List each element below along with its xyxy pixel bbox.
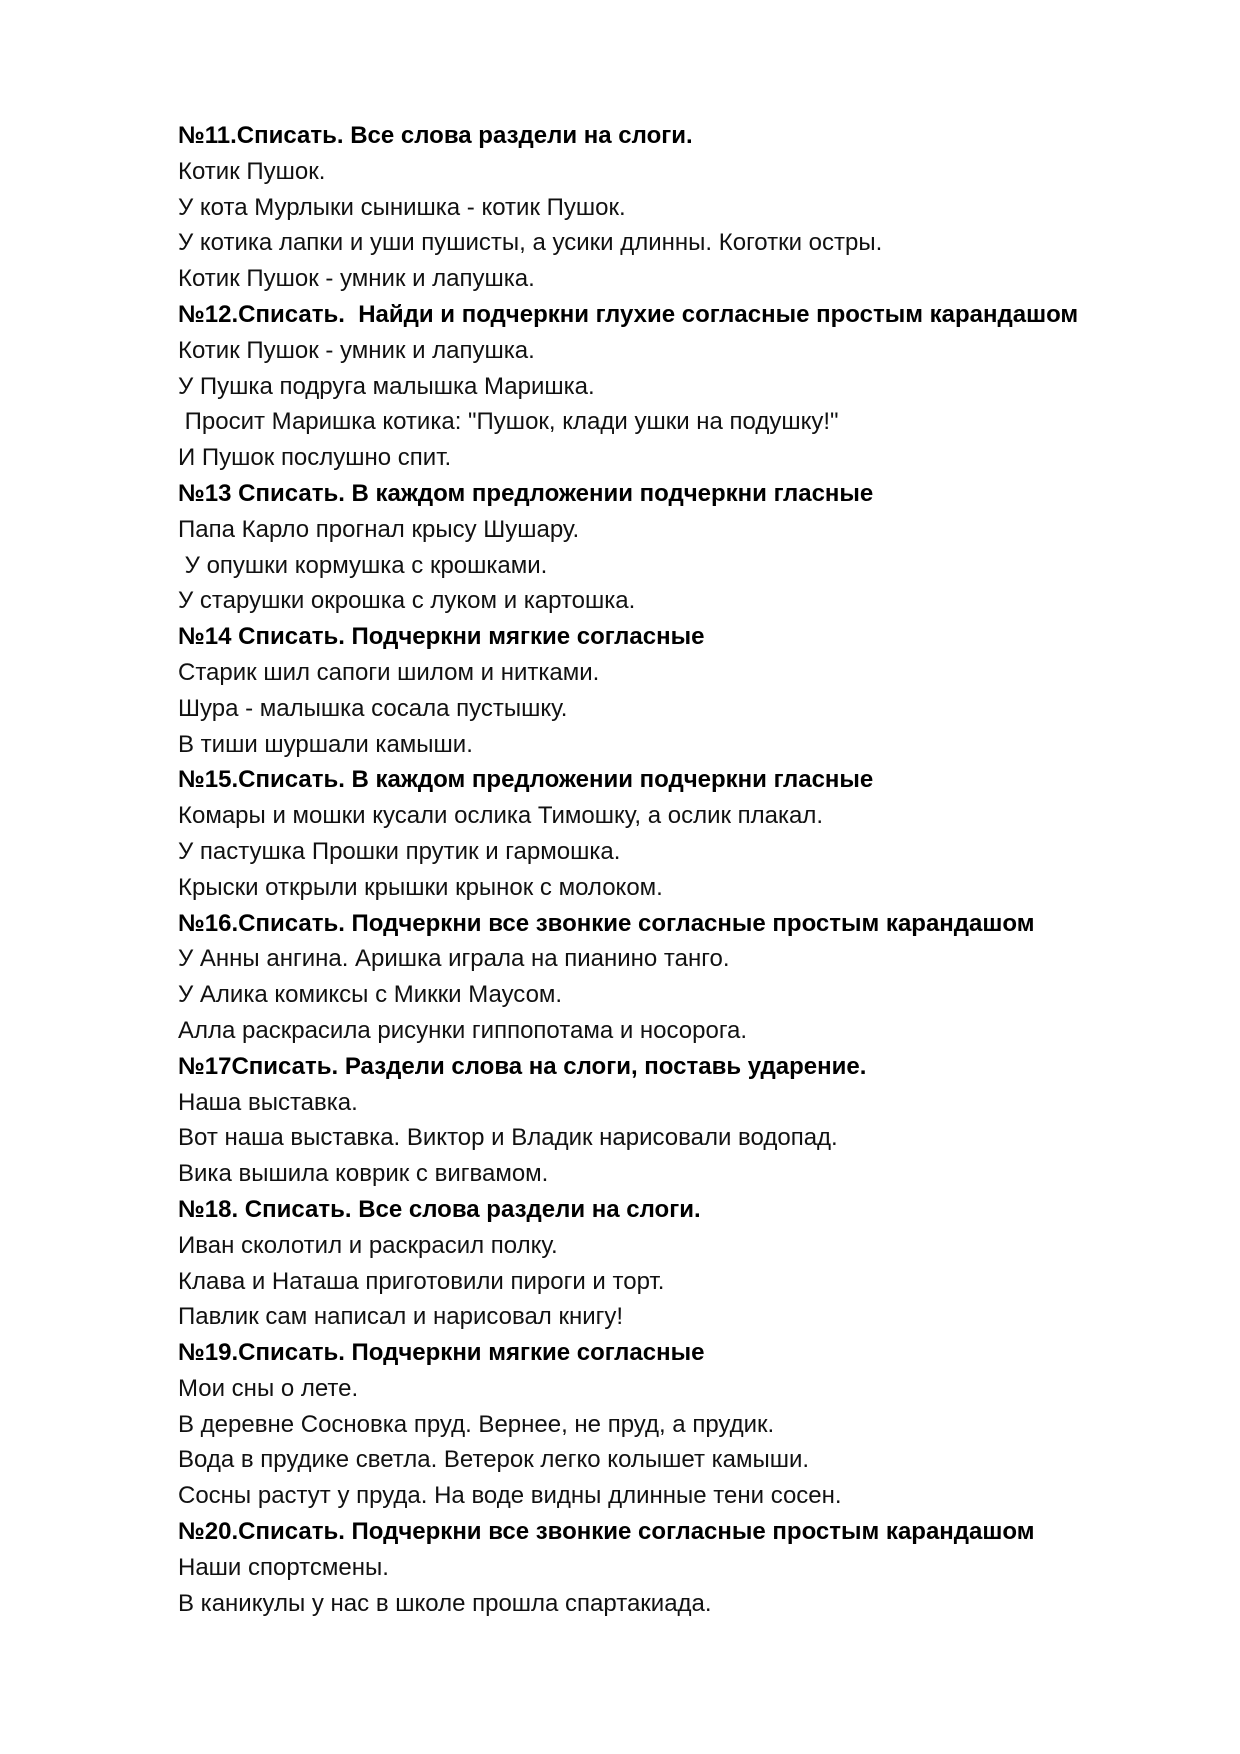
exercise-18 xyxy=(178,1192,1218,1335)
exercise-heading: №15.Списать. В каждом предложении подчеркни гласные xyxy=(178,766,874,794)
text-line: У пастушка Прошки прутик и гармошка. xyxy=(178,837,621,865)
exercise-16 xyxy=(178,906,1218,1049)
text-line: Клава и Наташа приготовили пироги и торт. xyxy=(178,1267,665,1295)
text-line: Павлик сам написал и нарисовал книгу! xyxy=(178,1303,624,1331)
exercise-15 xyxy=(178,762,1218,905)
text-line: У котика лапки и уши пушисты, а усики длинны. Коготки остры. xyxy=(178,229,883,257)
document-body xyxy=(178,118,1218,1621)
text-line: Котик Пушок - умник и лапушка. xyxy=(178,336,535,364)
exercise-heading: №13 Списать. В каждом предложении подчеркни гласные xyxy=(178,479,874,507)
exercise-17 xyxy=(178,1049,1218,1192)
exercise-heading: №17Списать. Раздели слова на слоги, поставь ударение. xyxy=(178,1052,867,1080)
exercise-20 xyxy=(178,1514,1218,1621)
text-line: И Пушок послушно спит. xyxy=(178,444,452,472)
text-line: Шура - малышка сосала пустышку. xyxy=(178,694,568,722)
text-line: У опушки кормушка с крошками. xyxy=(178,551,548,579)
text-line: Мои сны о лете. xyxy=(178,1374,359,1402)
text-line: Котик Пушок - умник и лапушка. xyxy=(178,265,535,293)
exercise-12 xyxy=(178,297,1218,476)
exercise-heading: №11.Списать. Все слова раздели на слоги. xyxy=(178,122,693,149)
exercise-heading: №16.Списать. Подчеркни все звонкие согласные простым карандашом xyxy=(178,909,1035,937)
text-line: Вот наша выставка. Виктор и Владик нарисовали водопад. xyxy=(178,1124,838,1152)
text-line: Наши спортсмены. xyxy=(178,1553,389,1581)
text-line: Вика вышила коврик с вигвамом. xyxy=(178,1160,549,1188)
text-line: Вода в прудике светла. Ветерок легко колышет камыши. xyxy=(178,1446,810,1474)
text-line: У Пушка подруга малышка Маришка. xyxy=(178,372,595,400)
text-line: У Алика комиксы с Микки Маусом. xyxy=(178,981,563,1009)
text-line: У кота Мурлыки сынишка - котик Пушок. xyxy=(178,193,626,221)
text-line: Просит Маришка котика: "Пушок, клади ушки на подушку!" xyxy=(178,408,839,436)
exercise-heading: №20.Списать. Подчеркни все звонкие согласные простым карандашом xyxy=(178,1518,1035,1546)
text-line: Наша выставка. xyxy=(178,1088,358,1116)
exercise-13 xyxy=(178,476,1218,619)
text-line: Алла раскрасила рисунки гиппопотама и носорога. xyxy=(178,1016,748,1044)
exercise-heading: №12.Списать. Найди и подчеркни глухие согласные простым карандашом xyxy=(178,300,1079,328)
exercise-heading: №19.Списать. Подчеркни мягкие согласные xyxy=(178,1339,705,1367)
text-line: У старушки окрошка с луком и картошка. xyxy=(178,587,636,615)
exercise-14 xyxy=(178,619,1218,762)
text-line: Комары и мошки кусали ослика Тимошку, а ослик плакал. xyxy=(178,802,824,830)
text-line: В тиши шуршали камыши. xyxy=(178,730,473,758)
text-line: Папа Карло прогнал крысу Шушару. xyxy=(178,515,580,543)
text-line: Крыски открыли крышки крынок с молоком. xyxy=(178,873,663,901)
exercise-19 xyxy=(178,1335,1218,1514)
exercise-heading: №14 Списать. Подчеркни мягкие согласные xyxy=(178,623,705,651)
text-line: Сосны растут у пруда. На воде видны длинные тени сосен. xyxy=(178,1482,842,1510)
exercise-heading: №18. Списать. Все слова раздели на слоги. xyxy=(178,1195,701,1223)
text-line: Котик Пушок. xyxy=(178,157,326,185)
exercise-11 xyxy=(178,118,1218,297)
text-line: Иван сколотил и раскрасил полку. xyxy=(178,1231,558,1259)
text-line: В деревне Сосновка пруд. Вернее, не пруд, а прудик. xyxy=(178,1410,775,1438)
text-line: У Анны ангина. Аришка играла на пианино танго. xyxy=(178,945,730,973)
text-line: В каникулы у нас в школе прошла спартакиада. xyxy=(178,1589,712,1617)
text-line: Старик шил сапоги шилом и нитками. xyxy=(178,658,600,686)
